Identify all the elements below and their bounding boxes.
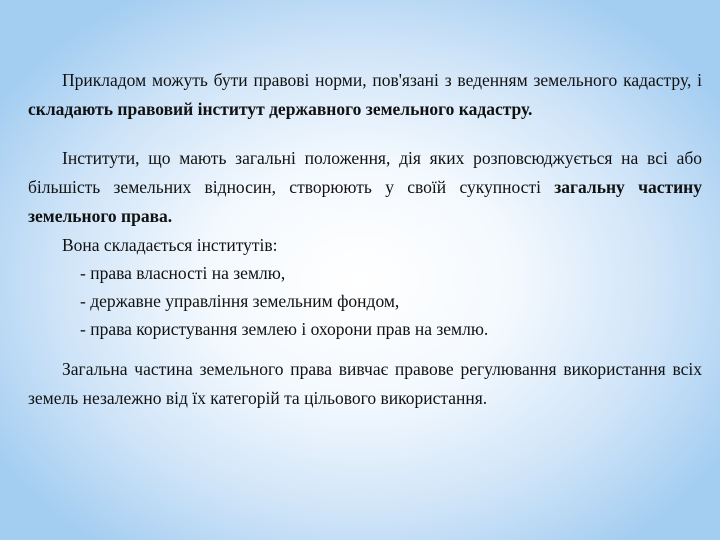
list-item: - права користування землею і охорони прав на землю. [80,319,489,339]
paragraph-1-bold: складають правовий інститут державного земельного кадастру. [28,99,533,119]
paragraph-1-text: Прикладом можуть бути правові норми, пов'язані з веденням земельного кадастру, і [62,70,702,90]
paragraph-2-text: Інститути, що мають загальні положення, дія яких розповсюджується на всі або більшість земельних відносин, створюють у своїй сукупності [28,148,702,197]
list-item: - права власності на землю, [80,263,286,283]
paragraph-general-part [28,144,702,231]
paragraph-general-part-study: Загальна частина земельного права вивчає правове регулювання використання всіх земель незалежно від їх категорій та цільового використання. [28,359,702,408]
spacer [28,124,702,144]
paragraph-2-bold: загальну частину земельного права. [28,177,703,226]
slide-content [28,66,702,413]
paragraph-land-cadastre [28,66,702,124]
spacer [28,343,702,355]
list-item: - державне управління земельним фондом, [80,291,400,311]
composition-intro: Вона складається інститутів: [62,235,278,255]
